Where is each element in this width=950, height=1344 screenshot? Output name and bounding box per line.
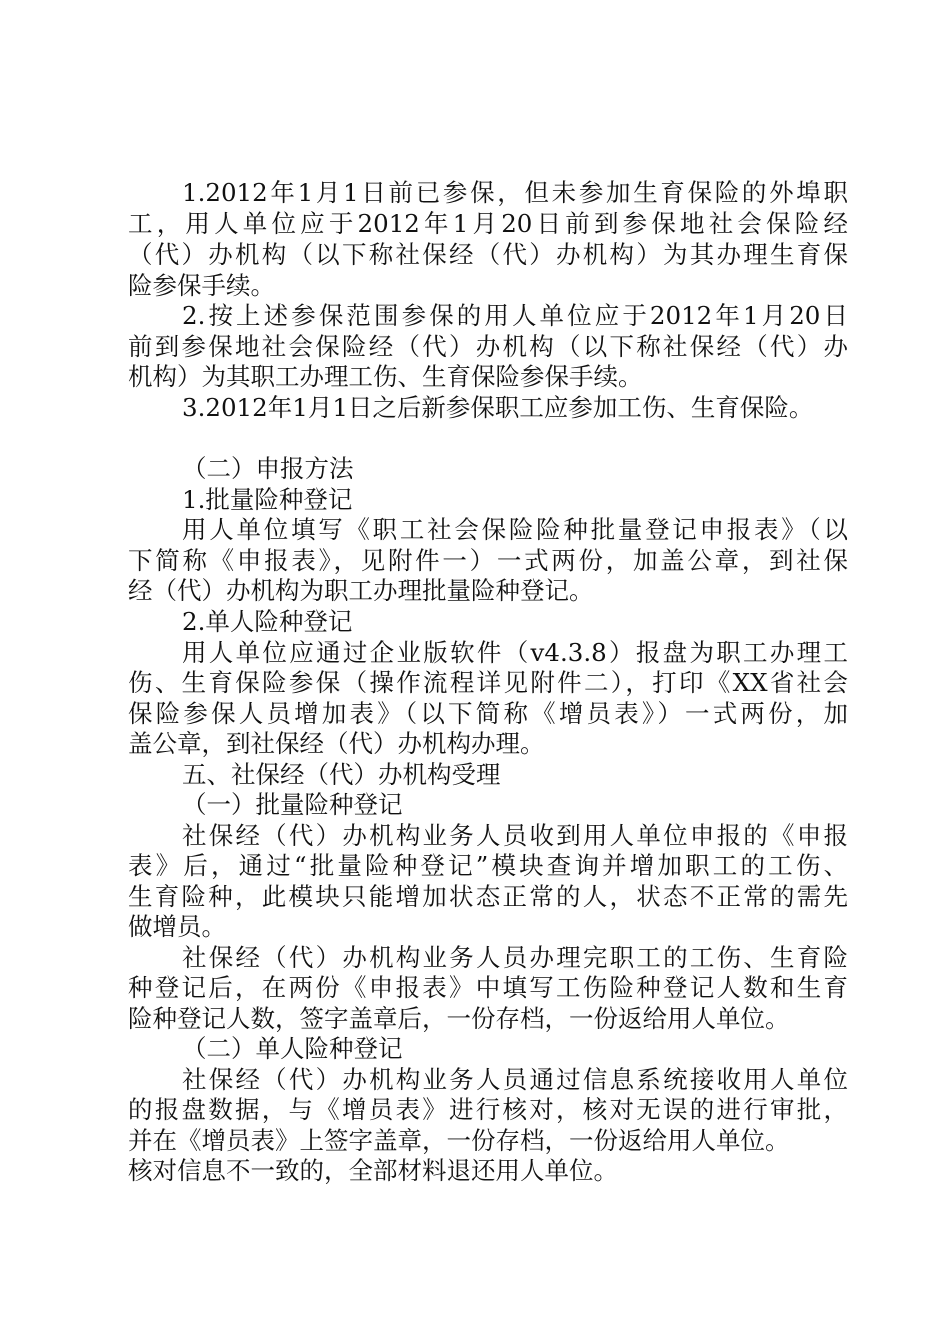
text-line: 并在《增员表》上签字盖章，一份存档，一份返给用人单位。 <box>128 1126 790 1155</box>
text-line: 社保经（代）办机构业务人员收到用人单位申报的《申报 <box>182 821 848 850</box>
text-line: 社保经（代）办机构业务人员通过信息系统接收用人单位 <box>182 1065 848 1094</box>
text-line: 下简称《申报表》，见附件一）一式两份，加盖公章，到社保 <box>128 546 848 575</box>
text-line: 用人单位应通过企业版软件（v4.3.8）报盘为职工办理工 <box>182 638 848 667</box>
text-line: 1.2012年1月1日前已参保，但未参加生育保险的外埠职 <box>182 178 848 207</box>
text-line: 前到参保地社会保险经（代）办机构（以下称社保经（代）办 <box>128 332 848 361</box>
text-line: 保险参保人员增加表》（以下简称《增员表》）一式两份，加 <box>128 699 848 728</box>
text-line: 险参保手续。 <box>128 271 275 300</box>
text-line: 种登记后，在两份《申报表》中填写工伤险种登记人数和生育 <box>128 973 848 1002</box>
text-line: 社保经（代）办机构业务人员办理完职工的工伤、生育险 <box>182 943 848 972</box>
text-line: 伤、生育保险参保（操作流程详见附件二），打印《XX省社会 <box>128 668 848 697</box>
text-line: 2.按上述参保范围参保的用人单位应于2012年1月20日 <box>182 301 848 330</box>
text-line: 险种登记人数，签字盖章后，一份存档，一份返给用人单位。 <box>128 1004 790 1033</box>
text-line: 3.2012年1月1日之后新参保职工应参加工伤、生育保险。 <box>182 393 814 422</box>
text-line: 盖公章，到社保经（代）办机构办理。 <box>128 729 545 758</box>
section-heading: 五、社保经（代）办机构受理 <box>182 760 501 789</box>
section-heading: （二）申报方法 <box>182 454 354 483</box>
text-line: 经（代）办机构为职工办理批量险种登记。 <box>128 576 594 605</box>
text-line: 表》后，通过“批量险种登记”模块查询并增加职工的工伤、 <box>128 851 848 880</box>
text-line: 的报盘数据，与《增员表》进行核对，核对无误的进行审批， <box>128 1095 848 1124</box>
text-line: 生育险种，此模块只能增加状态正常的人，状态不正常的需先 <box>128 882 848 911</box>
subsection-heading: 2.单人险种登记 <box>182 607 353 636</box>
text-line: 工，用人单位应于2012年1月20日前到参保地社会保险经 <box>128 209 848 238</box>
text-line: （代）办机构（以下称社保经（代）办机构）为其办理生育保 <box>128 240 848 269</box>
text-line: 用人单位填写《职工社会保险险种批量登记申报表》（以 <box>182 515 848 544</box>
subsection-heading: （二）单人险种登记 <box>182 1034 403 1063</box>
subsection-heading: 1.批量险种登记 <box>182 485 353 514</box>
text-line: 核对信息不一致的，全部材料退还用人单位。 <box>128 1156 618 1185</box>
text-line: 做增员。 <box>128 912 226 941</box>
subsection-heading: （一）批量险种登记 <box>182 790 403 819</box>
text-line: 机构）为其职工办理工伤、生育保险参保手续。 <box>128 362 643 391</box>
